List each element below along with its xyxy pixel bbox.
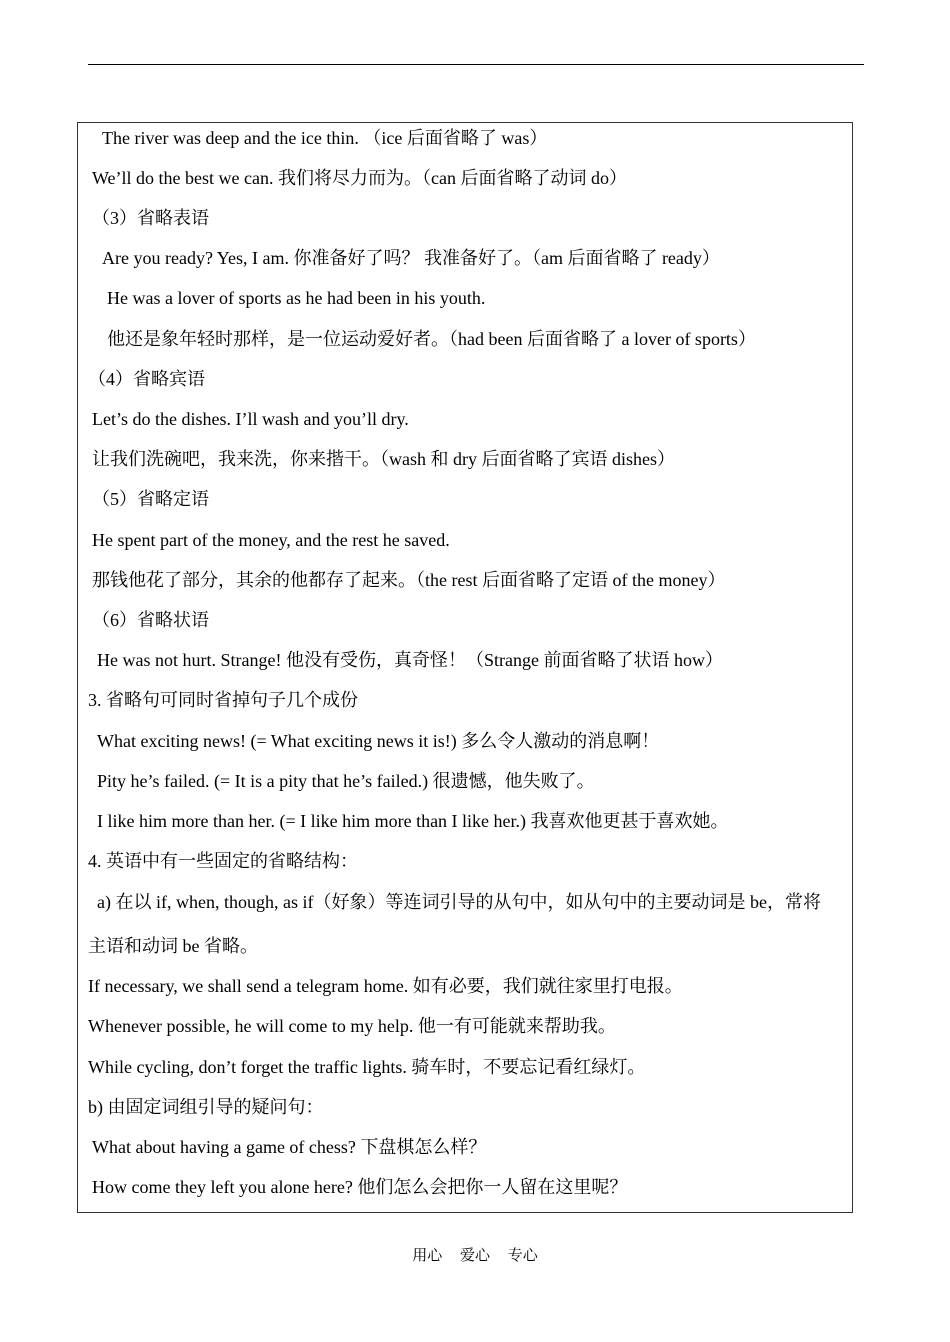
text-line: Are you ready? Yes, I am. 你准备好了吗？ 我准备好了。（am 后面省略了 ready） [102,248,720,268]
text-line: 4. 英语中有一些固定的省略结构： [88,851,358,871]
text-line: We’ll do the best we can. 我们将尽力而为。（can 后面省略了动词 do） [92,168,627,188]
text-line: 主语和动词 be 省略。 [88,936,258,956]
text-line: Let’s do the dishes. I’ll wash and you’ll dry. [92,409,409,429]
text-line: While cycling, don’t forget the traffic lights. 骑车时，不要忘记看红绿灯。 [88,1057,646,1077]
text-line: If necessary, we shall send a telegram home. 如有必要，我们就往家里打电报。 [88,976,683,996]
text-line: He spent part of the money, and the rest he saved. [92,530,450,550]
text-line: 让我们洗碗吧，我来洗，你来揩干。（wash 和 dry 后面省略了宾语 dishes） [92,449,675,469]
text-line: What exciting news! (= What exciting news it is!) 多么令人激动的消息啊！ [97,731,660,751]
text-line: 那钱他花了部分，其余的他都存了起来。（the rest 后面省略了定语 of the money） [92,570,726,590]
text-line: 他还是象年轻时那样，是一位运动爱好者。（had been 后面省略了 a lover of sports） [107,329,756,349]
text-line: （5）省略定语 [92,489,209,509]
text-line: I like him more than her. (= I like him more than I like her.) 我喜欢他更甚于喜欢她。 [97,811,729,831]
text-line: He was not hurt. Strange! 他没有受伤，真奇怪！（Strange 前面省略了状语 how） [97,650,723,670]
text-line: What about having a game of chess? 下盘棋怎么样？ [92,1137,487,1157]
text-line: How come they left you alone here? 他们怎么会把你一人留在这里呢？ [92,1177,628,1197]
text-line: （3）省略表语 [92,208,209,228]
text-line: 3. 省略句可同时省掉句子几个成份 [88,690,358,710]
text-line: b) 由固定词组引导的疑问句： [88,1097,324,1117]
text-line: Whenever possible, he will come to my help. 他一有可能就来帮助我。 [88,1016,616,1036]
text-line: He was a lover of sports as he had been in his youth. [107,288,486,308]
page-footer: 用心 爱心 专心 [412,1248,538,1264]
text-line: （6）省略状语 [92,610,209,630]
header-rule [88,64,864,65]
text-line: The river was deep and the ice thin. （ice 后面省略了 was） [102,128,548,148]
text-line: （4）省略宾语 [88,369,205,389]
text-line: a) 在以 if, when, though, as if（好象）等连词引导的从句中，如从句中的主要动词是 be，常将 [97,892,821,912]
text-line: Pity he’s failed. (= It is a pity that he’s failed.) 很遗憾，他失败了。 [97,771,595,791]
